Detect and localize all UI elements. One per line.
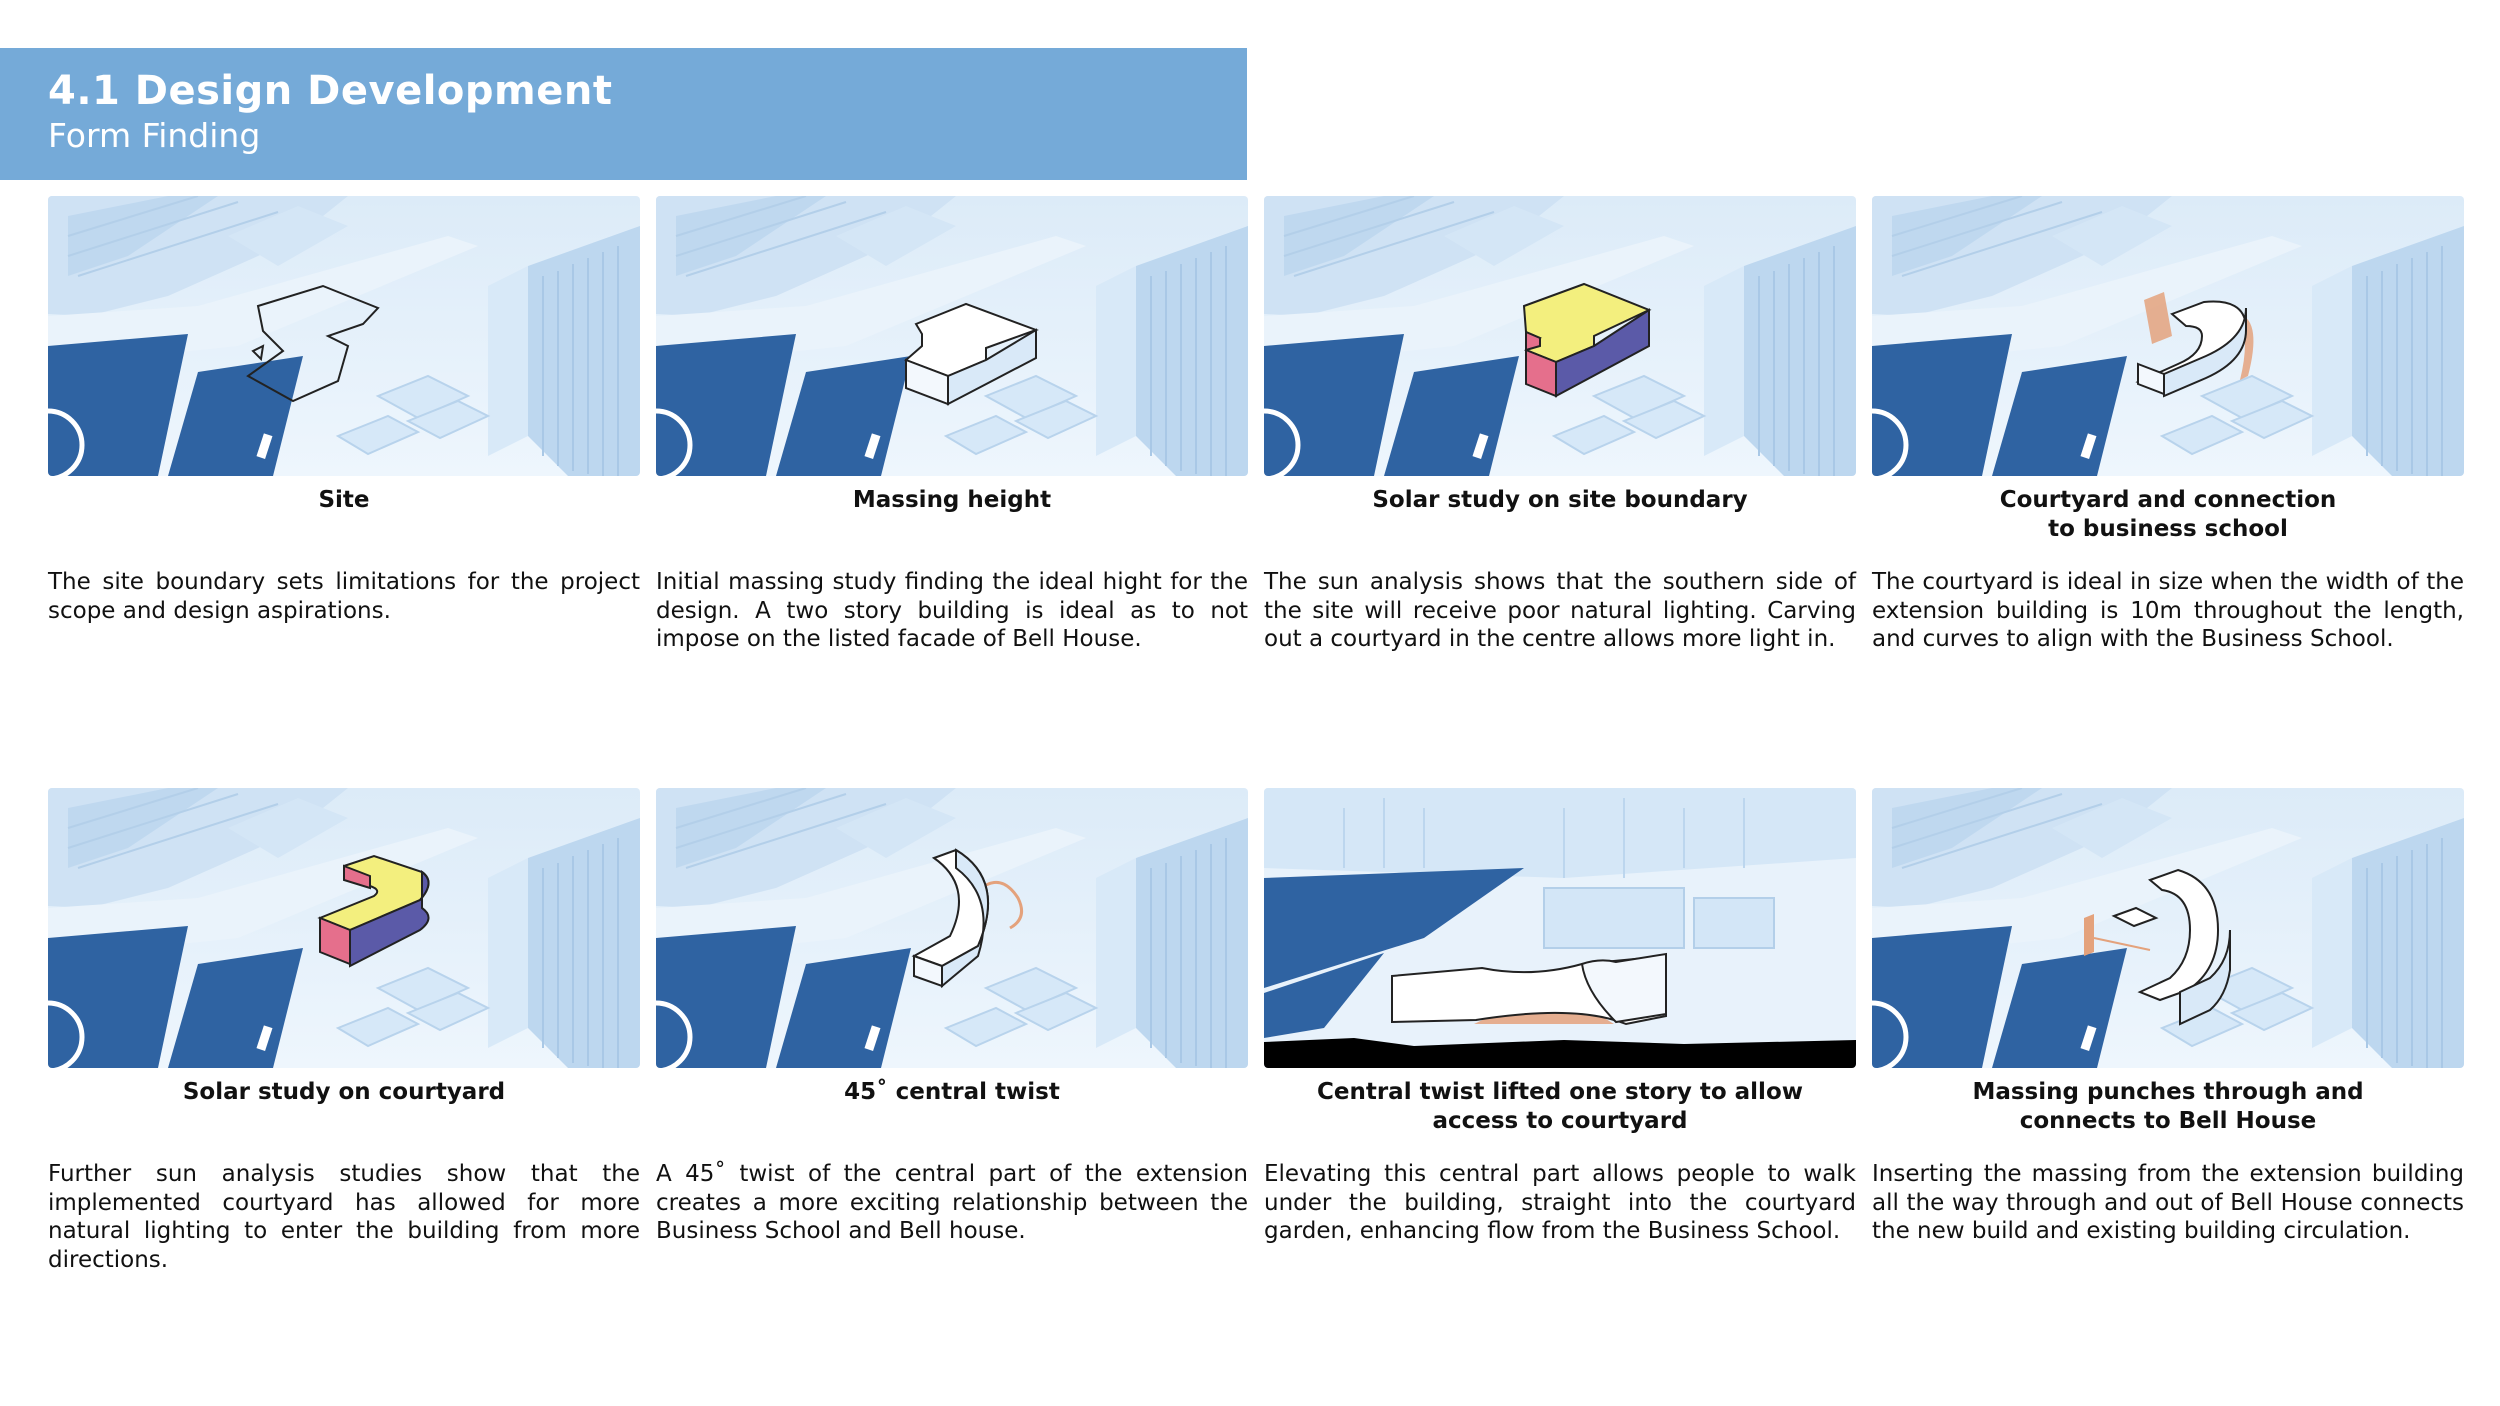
panel-description: The sun analysis shows that the southern side of the site will receive poor natural lighting. Carving out a courtyard in the centre allows more light in.	[1264, 569, 1856, 652]
solar-site-diagram	[1264, 196, 1856, 476]
central-twist-diagram	[656, 788, 1248, 1068]
panel-title: Solar study on site boundary	[1372, 487, 1748, 513]
panel-description: The site boundary sets limitations for the project scope and design aspirations.	[48, 569, 640, 624]
panel-description: Elevating this central part allows people to walk under the building, straight into the courtyard garden, enhancing flow from the Business School.	[1264, 1161, 1856, 1244]
panel-massing-height	[656, 196, 1248, 652]
panel-solar-courtyard	[48, 788, 640, 1273]
panel-title: Courtyard and connection to business school	[1999, 487, 2337, 542]
panel-title: Central twist lifted one story to allow access to courtyard	[1316, 1079, 1803, 1134]
massing-height-diagram	[656, 196, 1248, 476]
page-header	[0, 48, 1247, 180]
panel-courtyard-connection	[1872, 196, 2464, 652]
panel-description: Inserting the massing from the extension building all the way through and out of Bell House connects the new build and existing building circulation.	[1872, 1161, 2464, 1244]
panel-description: The courtyard is ideal in size when the width of the extension building is 10m throughout the length, and curves to align with the Business School.	[1872, 569, 2464, 652]
panel-punch-through	[1872, 788, 2464, 1244]
page-title: 4.1 Design Development	[48, 68, 613, 114]
panel-twist-lifted	[1264, 788, 1856, 1244]
panel-title: Solar study on courtyard	[182, 1079, 506, 1105]
panel-site	[48, 196, 640, 624]
solar-courtyard-diagram	[48, 788, 640, 1068]
panel-central-twist	[656, 788, 1248, 1244]
panel-title: Site	[318, 487, 370, 513]
panel-title: 45˚ central twist	[844, 1079, 1060, 1105]
twist-lifted-diagram	[1264, 788, 1856, 1068]
panel-solar-site	[1264, 196, 1856, 652]
page-subtitle: Form Finding	[48, 116, 261, 155]
panel-description: Further sun analysis studies show that the implemented courtyard has allowed for more natural lighting to enter the building from more directions.	[48, 1161, 640, 1273]
courtyard-diagram	[1872, 196, 2464, 476]
panel-description: A 45˚ twist of the central part of the extension creates a more exciting relationship between the Business School and Bell house.	[656, 1161, 1248, 1244]
panel-description: Initial massing study finding the ideal hight for the design. A two story building is ideal as to not impose on the listed facade of Bell House.	[656, 569, 1248, 652]
panel-title: Massing height	[852, 487, 1052, 513]
panel-title: Massing punches through and connects to Bell House	[1972, 1079, 2364, 1134]
punch-through-diagram	[1872, 788, 2464, 1068]
site-diagram	[48, 196, 640, 476]
